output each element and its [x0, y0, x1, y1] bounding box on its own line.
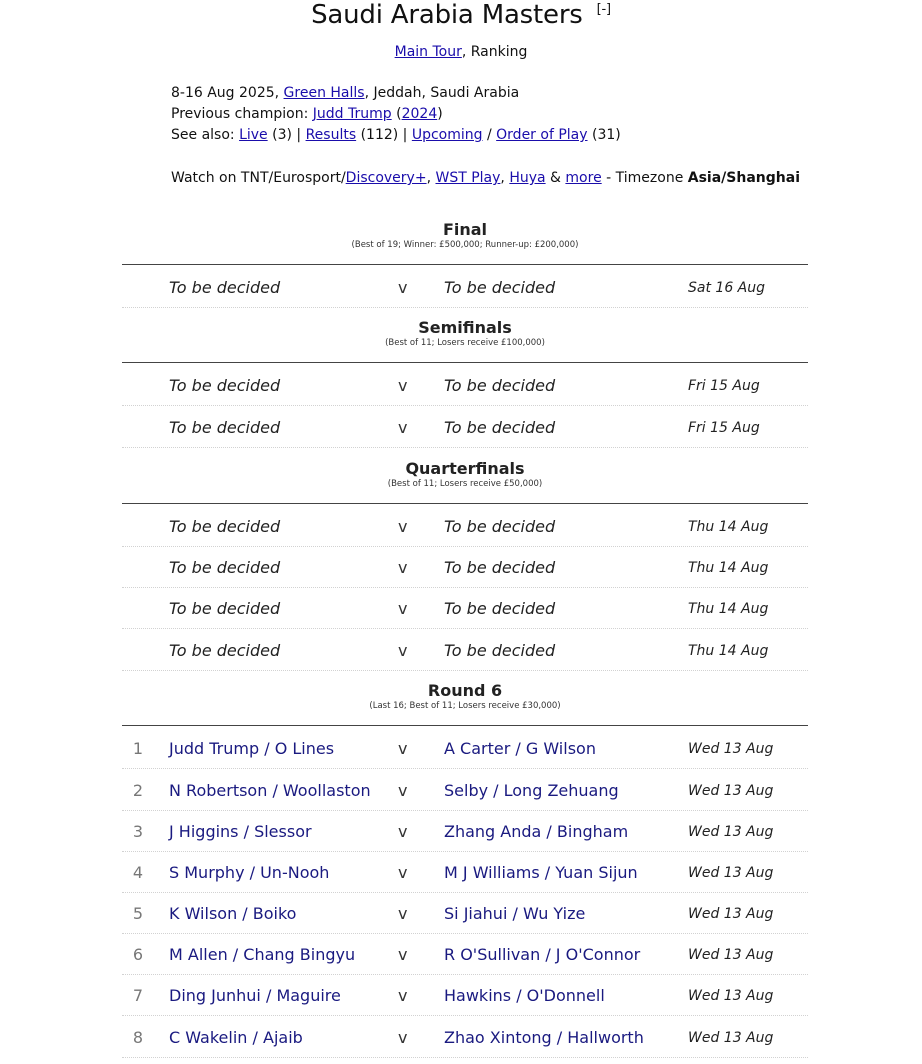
section-note: (Best of 11; Losers receive £50,000): [387, 479, 543, 489]
versus: v: [398, 376, 408, 395]
paren-close: ): [437, 106, 443, 122]
tour-category: [0, 44, 922, 60]
match-date: Wed 13 Aug: [688, 865, 774, 881]
versus: v: [398, 863, 408, 882]
event-location: , Jeddah, Saudi Arabia: [364, 85, 520, 101]
previous-champion-line: [171, 104, 800, 125]
player-2: To be decided: [444, 376, 556, 395]
live-link[interactable]: Live: [239, 127, 268, 143]
player-1: To be decided: [169, 641, 281, 660]
player-1[interactable]: M Allen / Chang Bingyu: [169, 945, 356, 964]
versus: v: [398, 904, 408, 923]
match-number: 4: [132, 863, 144, 882]
broadcast-line: [171, 168, 800, 189]
versus: v: [398, 739, 408, 758]
ampersand: &: [545, 170, 566, 186]
section-divider: [122, 503, 808, 504]
section-title: Final: [442, 220, 488, 239]
match-number: 5: [132, 904, 144, 923]
results-link[interactable]: Results: [305, 127, 357, 143]
match-row[interactable]: [122, 505, 808, 547]
match-number: 8: [132, 1028, 144, 1047]
match-date: Wed 13 Aug: [688, 988, 774, 1004]
section-note: (Last 16; Best of 11; Losers receive £30,000): [369, 701, 561, 711]
player-1[interactable]: K Wilson / Boiko: [169, 904, 297, 923]
player-1[interactable]: Ding Junhui / Maguire: [169, 986, 341, 1005]
match-date: Wed 13 Aug: [688, 906, 774, 922]
paren-open: (: [391, 106, 402, 122]
match-row[interactable]: [122, 629, 808, 671]
player-2: To be decided: [444, 599, 556, 618]
more-broadcasters-link[interactable]: more: [565, 170, 602, 186]
section-title: Round 6: [427, 681, 503, 700]
player-1[interactable]: C Wakelin / Ajaib: [169, 1028, 303, 1047]
previous-champion-link[interactable]: Judd Trump: [312, 106, 392, 122]
watch-prefix: Watch on TNT/Eurosport/: [171, 170, 346, 186]
match-row[interactable]: [122, 406, 808, 448]
versus: v: [398, 418, 408, 437]
venue-link[interactable]: Green Halls: [283, 85, 365, 101]
match-row[interactable]: [122, 364, 808, 406]
player-1: To be decided: [169, 558, 281, 577]
section-note: (Best of 19; Winner: £500,000; Runner-up: £200,000): [351, 240, 579, 250]
section-round6-header: [122, 681, 808, 712]
player-2[interactable]: M J Williams / Yuan Sijun: [444, 863, 638, 882]
match-row[interactable]: [122, 587, 808, 629]
event-dates-line: [171, 83, 800, 104]
match-number: 2: [132, 781, 144, 800]
versus: v: [398, 986, 408, 1005]
match-row[interactable]: [122, 892, 808, 934]
order-of-play-link[interactable]: Order of Play: [496, 127, 588, 143]
player-1[interactable]: N Robertson / Woollaston: [169, 781, 371, 800]
player-2: To be decided: [444, 517, 556, 536]
match-date: Thu 14 Aug: [688, 560, 769, 576]
wst-play-link[interactable]: WST Play: [435, 170, 501, 186]
match-number: 7: [132, 986, 144, 1005]
versus: v: [398, 517, 408, 536]
ranking-label: , Ranking: [461, 44, 528, 60]
match-date: Thu 14 Aug: [688, 643, 769, 659]
section-divider: [122, 362, 808, 363]
match-row[interactable]: [122, 933, 808, 975]
section-title: Semifinals: [418, 318, 512, 337]
match-row[interactable]: [122, 727, 808, 769]
match-date: Wed 13 Aug: [688, 824, 774, 840]
section-title: Quarterfinals: [405, 459, 525, 478]
match-number: 1: [132, 739, 144, 758]
player-2[interactable]: Hawkins / O'Donnell: [444, 986, 605, 1005]
match-date: Sat 16 Aug: [688, 280, 766, 296]
player-2: To be decided: [444, 278, 556, 297]
player-1[interactable]: Judd Trump / O Lines: [169, 739, 335, 758]
see-also-label: See also:: [171, 127, 240, 143]
live-count: (3) |: [267, 127, 306, 143]
player-2[interactable]: Selby / Long Zehuang: [444, 781, 619, 800]
page-title: [0, 0, 922, 34]
player-2: To be decided: [444, 418, 556, 437]
match-row[interactable]: [122, 974, 808, 1016]
player-1: To be decided: [169, 418, 281, 437]
section-final-header: [122, 220, 808, 251]
player-2[interactable]: A Carter / G Wilson: [444, 739, 596, 758]
collapse-toggle[interactable]: [-]: [596, 2, 611, 18]
player-1[interactable]: S Murphy / Un-Nooh: [169, 863, 330, 882]
previous-year-link[interactable]: 2024: [401, 106, 438, 122]
player-2[interactable]: Zhao Xintong / Hallworth: [444, 1028, 644, 1047]
versus: v: [398, 1028, 408, 1047]
player-1: To be decided: [169, 517, 281, 536]
match-number: 3: [132, 822, 144, 841]
versus: v: [398, 558, 408, 577]
comma: ,: [500, 170, 510, 186]
player-2[interactable]: Zhang Anda / Bingham: [444, 822, 629, 841]
timezone-label: - Timezone: [601, 170, 688, 186]
match-number: 6: [132, 945, 144, 964]
versus: v: [398, 822, 408, 841]
match-row[interactable]: [122, 1016, 808, 1058]
event-dates: 8-16 Aug 2025,: [171, 85, 284, 101]
section-divider: [122, 725, 808, 726]
match-row[interactable]: [122, 851, 808, 893]
section-note: (Best of 11; Losers receive £100,000): [385, 338, 545, 348]
match-date: Fri 15 Aug: [688, 420, 760, 436]
player-2[interactable]: R O'Sullivan / J O'Connor: [444, 945, 641, 964]
versus: v: [398, 945, 408, 964]
versus: v: [398, 599, 408, 618]
timezone-value: Asia/Shanghai: [687, 170, 800, 186]
player-1: To be decided: [169, 278, 281, 297]
upcoming-link[interactable]: Upcoming: [411, 127, 483, 143]
player-1: To be decided: [169, 599, 281, 618]
match-row[interactable]: [122, 769, 808, 811]
match-date: Wed 13 Aug: [688, 947, 774, 963]
match-date: Wed 13 Aug: [688, 1030, 774, 1046]
versus: v: [398, 278, 408, 297]
match-date: Thu 14 Aug: [688, 519, 769, 535]
match-row[interactable]: [122, 266, 808, 308]
player-1: To be decided: [169, 376, 281, 395]
player-1[interactable]: J Higgins / Slessor: [169, 822, 312, 841]
match-row[interactable]: [122, 810, 808, 852]
player-2: To be decided: [444, 641, 556, 660]
main-tour-link[interactable]: Main Tour: [394, 44, 462, 60]
previous-champion-label: Previous champion:: [171, 106, 313, 122]
comma: ,: [426, 170, 436, 186]
match-row[interactable]: [122, 546, 808, 588]
match-date: Wed 13 Aug: [688, 741, 774, 757]
section-semifinals-header: [122, 318, 808, 349]
results-count: (112) |: [356, 127, 412, 143]
versus: v: [398, 781, 408, 800]
versus: v: [398, 641, 408, 660]
see-also-line: [171, 125, 800, 146]
match-date: Wed 13 Aug: [688, 783, 774, 799]
tournament-title: Saudi Arabia Masters: [311, 0, 583, 30]
discovery-link[interactable]: Discovery+: [345, 170, 427, 186]
section-quarterfinals-header: [122, 459, 808, 490]
event-info: [171, 83, 800, 189]
huya-link[interactable]: Huya: [509, 170, 546, 186]
player-2: To be decided: [444, 558, 556, 577]
order-of-play-count: (31): [587, 127, 621, 143]
match-date: Thu 14 Aug: [688, 601, 769, 617]
section-divider: [122, 264, 808, 265]
separator: /: [482, 127, 497, 143]
player-2[interactable]: Si Jiahui / Wu Yize: [444, 904, 586, 923]
match-date: Fri 15 Aug: [688, 378, 760, 394]
